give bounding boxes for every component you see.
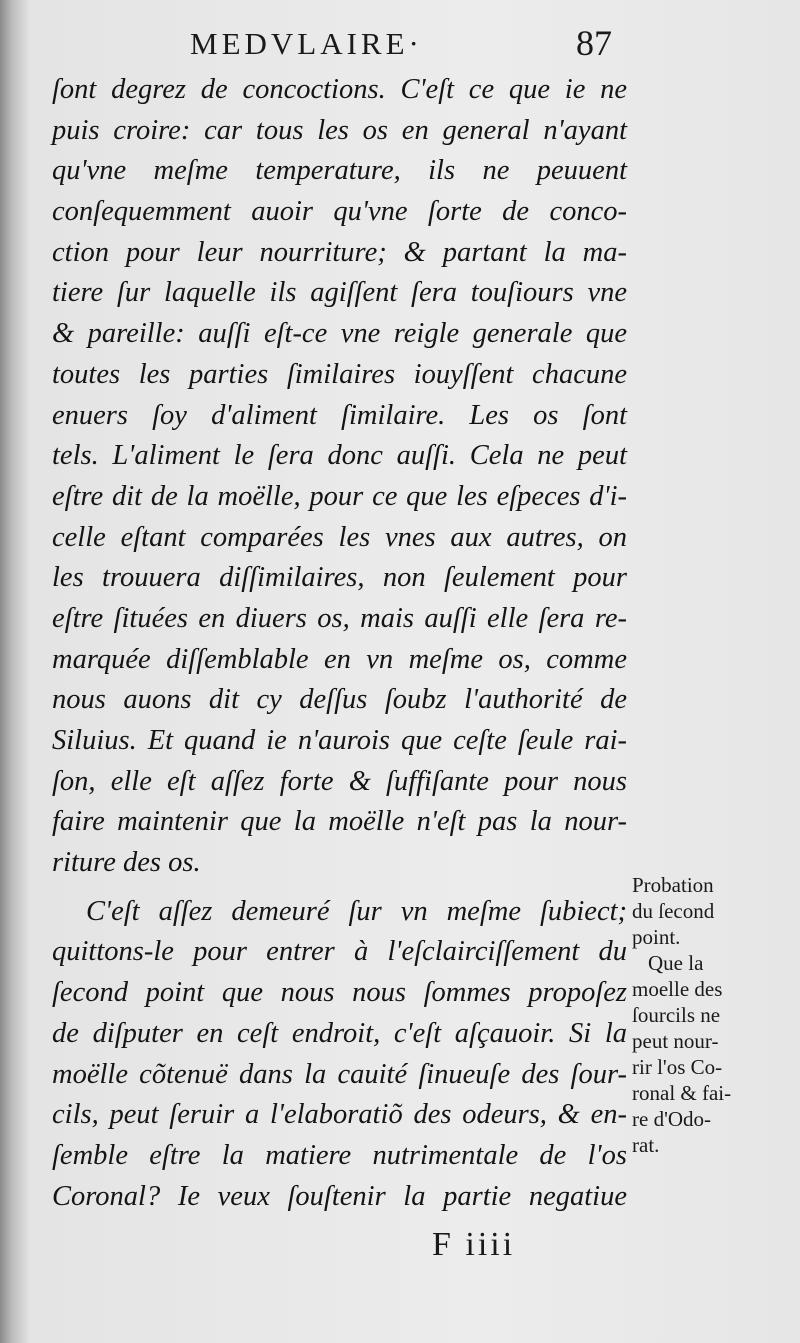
margin-note-line: du ſecond — [632, 899, 715, 923]
text-line: riture des os. — [52, 847, 201, 879]
running-title: MEDVLAIRE· — [190, 26, 423, 61]
text-line: tiere ſur laquelle ils agiſſent ſera touſiours vne — [52, 277, 627, 309]
text-line: puis croire: car tous les os en general n'ayant — [52, 114, 627, 146]
text-line: C'eſt aſſez demeuré ſur vn meſme ſubiect; — [86, 895, 627, 927]
text-line: faire maintenir que la moëlle n'eſt pas la nour- — [52, 806, 627, 838]
text-line: qu'vne meſme temperature, ils ne peuuent — [52, 155, 627, 187]
text-line: ſon, elle eſt aſſez forte & ſuffiſante pour nous — [52, 765, 627, 797]
text-line: les trouuera diſſimilaires, non ſeulement pour — [52, 562, 627, 594]
page-number: 87 — [576, 23, 612, 63]
margin-note — [632, 872, 757, 1158]
text-line: ſecond point que nous nous ſommes propoſez — [52, 977, 627, 1009]
margin-note-line: re d'Odo- — [632, 1107, 712, 1131]
margin-note-line: point. — [632, 925, 681, 949]
text-line: ſont degrez de concoctions. C'eſt ce que ie ne — [52, 74, 627, 105]
margin-note-line: rir l'os Co- — [632, 1055, 723, 1079]
text-line: celle eſtant comparées les vnes aux autres, on — [52, 521, 627, 553]
signature-mark: F iiii — [432, 1226, 516, 1263]
body-text — [52, 70, 627, 1217]
paragraph-2 — [52, 892, 627, 1218]
margin-note-line: moelle des — [632, 977, 723, 1001]
text-line: & pareille: auſſi eſt-ce vne reigle generale que — [52, 318, 627, 350]
text-line: eſtre dit de la moëlle, pour ce que les eſpeces d'i- — [52, 480, 627, 512]
text-line: quittons-le pour entrer à l'eſclairciſſement du — [52, 936, 627, 968]
text-line: cils, peut ſeruir a l'elaboratiõ des odeurs, & en- — [52, 1099, 627, 1131]
paragraph-1 — [52, 70, 627, 884]
margin-note-line: Que la — [648, 951, 704, 975]
margin-note-line: rat. — [632, 1133, 660, 1157]
text-line: de diſputer en ceſt endroit, c'eſt aſçauoir. Si la — [52, 1017, 627, 1049]
text-line: Siluius. Et quand ie n'aurois que ceſte ſeule rai- — [52, 725, 627, 756]
margin-note-line: peut nour- — [632, 1029, 719, 1053]
text-line: tels. L'aliment le ſera donc auſſi. Cela ne peut — [52, 440, 627, 472]
text-line: ction pour leur nourriture; & partant la ma- — [52, 236, 627, 268]
text-line: ſemble eſtre la matiere nutrimentale de l'os — [52, 1139, 627, 1171]
margin-note-line: ſourcils ne — [632, 1003, 721, 1027]
text-line: toutes les parties ſimilaires iouyſſent chacune — [52, 358, 627, 390]
text-line: enuers ſoy d'aliment ſimilaire. Les os ſont — [52, 399, 627, 431]
margin-note-line: ronal & fai- — [632, 1081, 732, 1105]
text-line: moëlle cõtenuë dans la cauité ſinueuſe des ſour- — [52, 1058, 627, 1090]
text-line: conſequemment auoir qu'vne ſorte de conco- — [52, 196, 627, 228]
text-line: nous auons dit cy deſſus ſoubz l'authorité de — [52, 684, 627, 716]
text-line: Coronal? Ie veux ſouſtenir la partie negatiue — [52, 1180, 627, 1212]
text-line: eſtre ſituées en diuers os, mais auſſi elle ſera re- — [52, 602, 627, 634]
margin-note-line: Probation — [632, 873, 714, 897]
text-line: marquée diſſemblable en vn meſme os, comme — [52, 643, 627, 675]
